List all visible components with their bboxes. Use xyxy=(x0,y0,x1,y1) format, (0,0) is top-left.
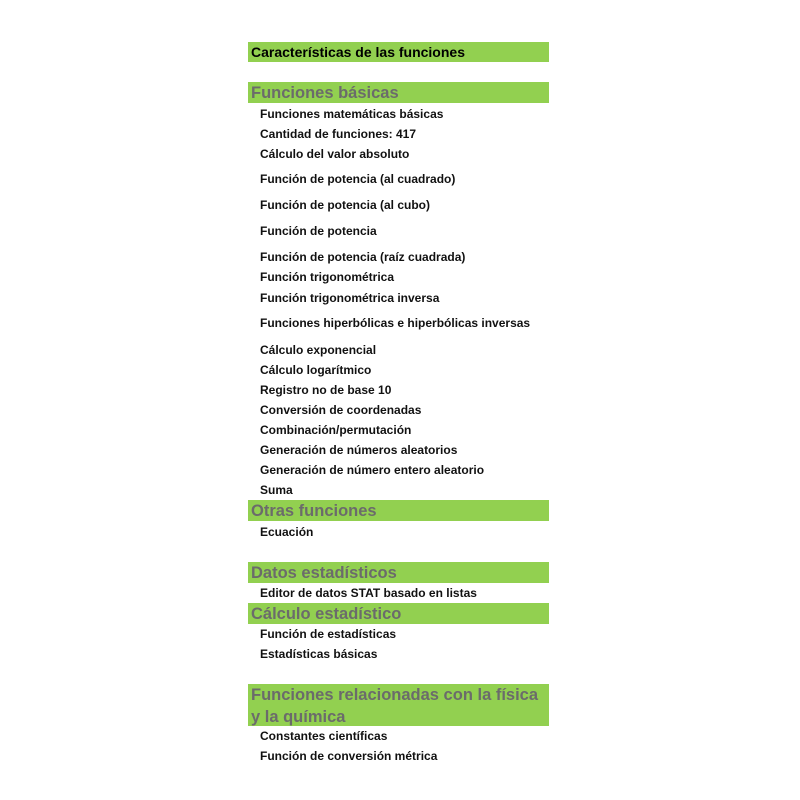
list-item: Cálculo del valor absoluto xyxy=(260,147,410,161)
list-item: Función trigonométrica xyxy=(260,270,395,284)
list-item: Registro no de base 10 xyxy=(260,383,392,397)
list-item: Suma xyxy=(260,483,293,497)
section-header-funciones-basicas: Funciones básicas xyxy=(248,82,549,103)
list-item: Generación de números aleatorios xyxy=(260,443,458,457)
page-title: Características de las funciones xyxy=(248,42,549,62)
list-item: Funciones hiperbólicas e hiperbólicas inversas xyxy=(260,316,531,330)
section-header-otras-funciones: Otras funciones xyxy=(248,500,549,521)
list-item: Función de potencia (al cubo) xyxy=(260,198,431,212)
list-item: Función trigonométrica inversa xyxy=(260,291,440,305)
list-item: Función de potencia xyxy=(260,224,377,238)
list-item: Generación de número entero aleatorio xyxy=(260,463,485,477)
list-item: Cálculo exponencial xyxy=(260,343,377,357)
list-item: Función de conversión métrica xyxy=(260,749,438,763)
section-header-calculo-estadistico: Cálculo estadístico xyxy=(248,603,549,624)
list-item: Cálculo logarítmico xyxy=(260,363,372,377)
list-item: Función de potencia (al cuadrado) xyxy=(260,172,456,186)
section-header-datos-estadisticos: Datos estadísticos xyxy=(248,562,549,583)
list-item: Función de potencia (raíz cuadrada) xyxy=(260,250,466,264)
list-item: Editor de datos STAT basado en listas xyxy=(260,586,477,600)
list-item: Cantidad de funciones: 417 xyxy=(260,127,417,141)
list-item: Combinación/permutación xyxy=(260,423,412,437)
list-item: Ecuación xyxy=(260,525,314,539)
list-item: Estadísticas básicas xyxy=(260,647,378,661)
list-item: Función de estadísticas xyxy=(260,627,397,641)
list-item: Constantes científicas xyxy=(260,729,388,743)
list-item: Funciones matemáticas básicas xyxy=(260,107,444,121)
list-item: Conversión de coordenadas xyxy=(260,403,422,417)
section-header-fisica-quimica: Funciones relacionadas con la física y la química xyxy=(248,684,549,726)
